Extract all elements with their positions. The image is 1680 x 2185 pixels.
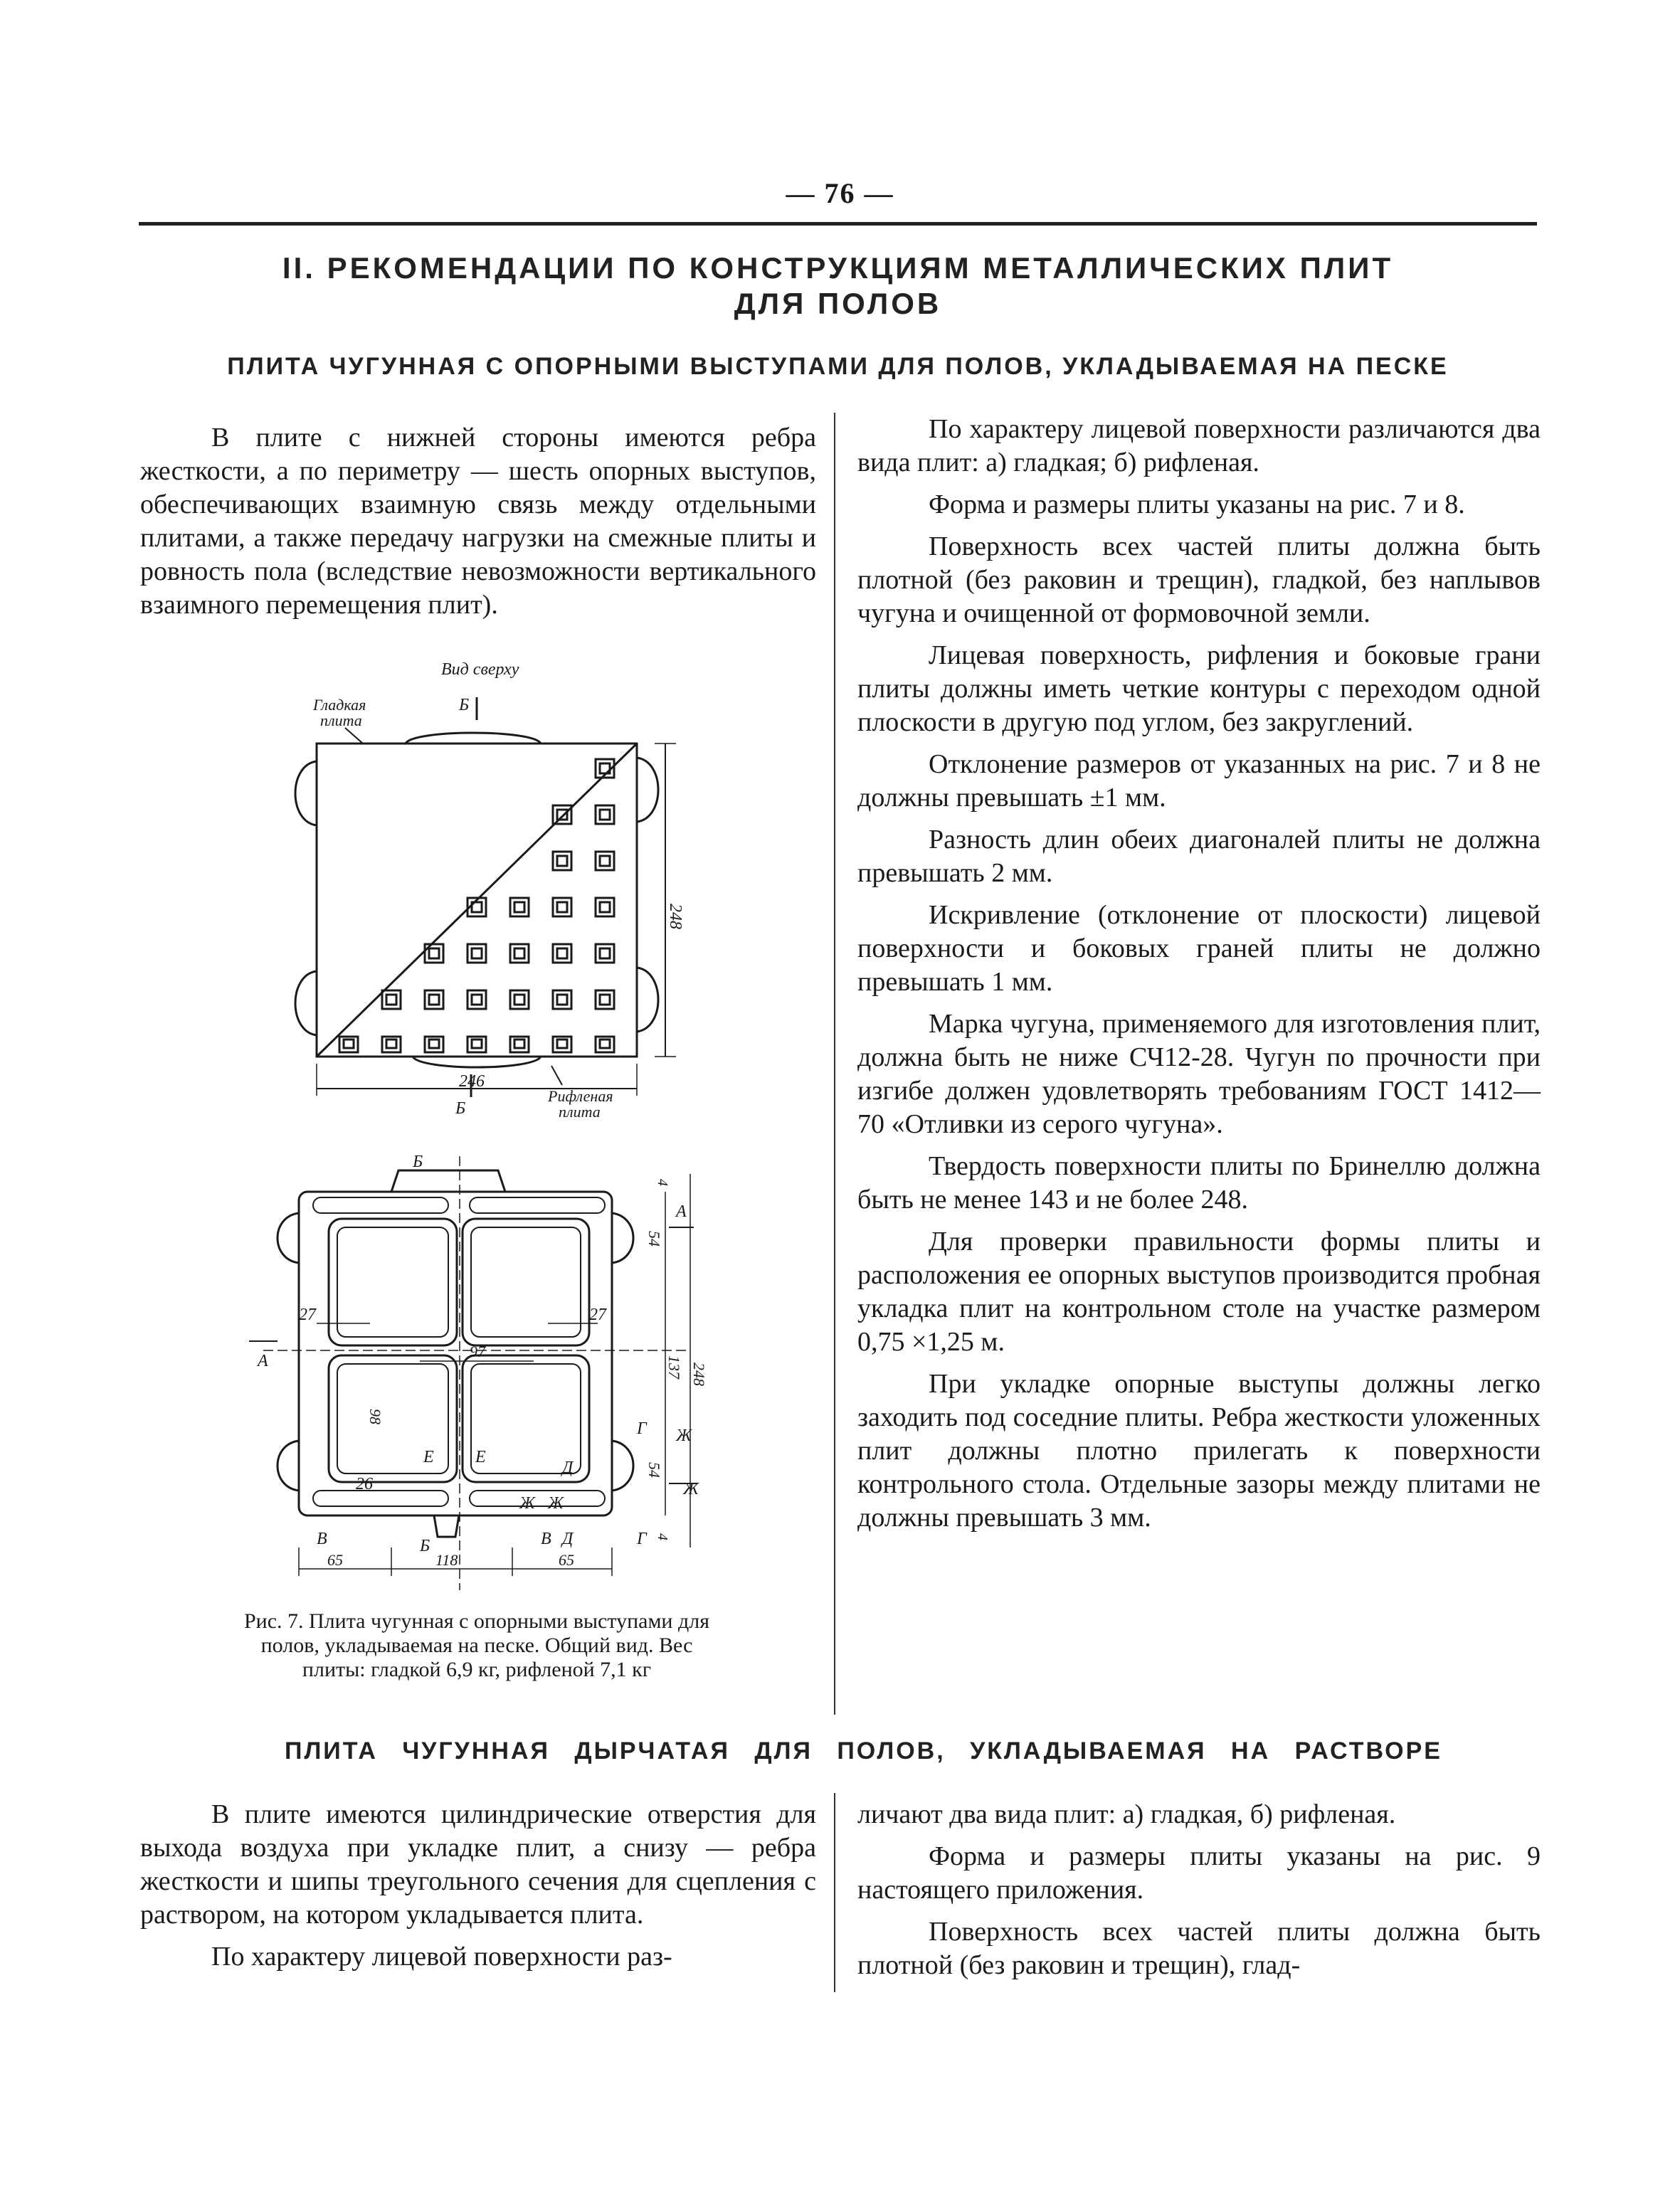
column-divider <box>834 413 835 1715</box>
ribbed-label-1: Рифленая <box>548 1087 613 1105</box>
dim-97: 97 <box>470 1343 485 1360</box>
right-paragraph: Форма и размеры плиты указаны на рис. 7 и 8. <box>929 490 1465 519</box>
figure-underside-view <box>249 1149 719 1601</box>
section-title <box>139 250 1537 322</box>
letter-e-1: Е <box>423 1448 434 1466</box>
dim-side-label: 248 <box>666 904 685 929</box>
letter-g-1: Г <box>637 1419 647 1438</box>
section-mark-bottom: Б <box>455 1099 466 1118</box>
letter-d-1: Д <box>562 1459 574 1477</box>
subsection-title-2: ПЛИТА ЧУГУННАЯ ДЫРЧАТАЯ ДЛЯ ПОЛОВ, УКЛАДЫВАЕМАЯ НА РАСТВОРЕ <box>285 1737 1442 1765</box>
letter-e-2: Е <box>475 1448 486 1466</box>
letter-v-1: В <box>317 1530 327 1548</box>
lower-right-paragraph: Поверхность всех частей плиты должна быть плотной (без раковин и трещин), глад- <box>857 1917 1541 1980</box>
right-paragraph: При укладке опорные выступы должны легко заходить под соседние плиты. Ребра жесткости уложенных плит должны плотно прилегать к поверхности контрольного стола. Отдельные зазоры между плитами не должны превышать 3 мм. <box>857 1369 1541 1533</box>
lower-right-paragraph: Форма и размеры плиты указаны на рис. 9 настоящего приложения. <box>857 1841 1541 1905</box>
subsection-title-1: ПЛИТА ЧУГУННАЯ С ОПОРНЫМИ ВЫСТУПАМИ ДЛЯ ПОЛОВ, УКЛАДЫВАЕМАЯ НА ПЕСКЕ <box>227 353 1449 380</box>
letter-zh-1: Ж <box>519 1494 535 1513</box>
right-paragraph: Твердость поверхности плиты по Бринеллю должна быть не менее 143 и не более 248. <box>857 1151 1541 1215</box>
header-rule <box>139 222 1537 226</box>
smooth-label-2: плита <box>320 711 362 729</box>
right-paragraph: Разность длин обеих диагоналей плиты не должна превышать 2 мм. <box>857 825 1541 888</box>
lower-right-paragraph: личают два вида плит: а) гладкая, б) рифленая. <box>857 1799 1396 1829</box>
dim-137: 137 <box>665 1355 683 1379</box>
lower-left-column-text <box>140 1798 816 1982</box>
dim-27-left: 27 <box>299 1306 316 1324</box>
right-paragraph: Искривление (отклонение от плоскости) лицевой поверхности и боковых граней плиты не должно превышать 1 мм. <box>857 900 1541 997</box>
lower-left-paragraph: В плите имеются цилиндрические отверстия для выхода воздуха при укладке плит, а снизу — ребра жесткости и шипы треугольного сечения для сцепления с раствором, на котором укладывается плита. <box>140 1799 816 1930</box>
view-label: Вид сверху <box>441 660 519 679</box>
letter-d-2: Д <box>562 1530 574 1548</box>
dim-4-bottom: 4 <box>655 1533 670 1540</box>
dim-98: 98 <box>366 1409 384 1424</box>
figure-caption: Рис. 7. Плита чугунная с опорными выступами для полов, укладываемая на песке. Общий вид. Вес плиты: гладкой 6,9 кг, рифленой 7,1 кг <box>243 1609 710 1681</box>
section-title-line-2: ДЛЯ ПОЛОВ <box>734 287 942 320</box>
lower-left-paragraph: По характеру лицевой поверхности раз- <box>211 1942 672 1972</box>
lower-right-column-text <box>857 1798 1541 1991</box>
dim-118: 118 <box>435 1551 458 1569</box>
right-paragraph: Лицевая поверхность, рифления и боковые грани плиты должны иметь четкие контуры с переходом одной плоскости в другую под углом, без закруглений. <box>857 640 1541 737</box>
dim-65-left: 65 <box>327 1551 343 1569</box>
left-paragraph: В плите с нижней стороны имеются ребра жесткости, а по периметру — шесть опорных выступов, обеспечивающих взаимную связь между отдельными плитами, а также передачу нагрузки на смежные плиты и ровность пола (вследствие невозможности вертикального взаимного перемещения плит). <box>140 423 816 620</box>
right-paragraph: Для проверки правильности формы плиты и расположения ее опорных выступов производится пробная укладка плит на контрольном столе на участке размером 0,75 ×1,25 м. <box>857 1227 1541 1357</box>
right-column-text <box>857 413 1541 1543</box>
page-number: — 76 — <box>786 177 894 209</box>
letter-zh-4: Ж <box>683 1480 699 1498</box>
ribbed-label-2: плита <box>559 1103 601 1121</box>
dim-26: 26 <box>356 1475 373 1493</box>
letter-a-right: А <box>676 1202 687 1221</box>
figure-plan-view <box>278 655 719 1124</box>
letter-b-top: Б <box>413 1153 423 1171</box>
smooth-label-1: Гладкая <box>313 696 366 714</box>
right-paragraph: По характеру лицевой поверхности различаются два вида плит: а) гладкая; б) рифленая. <box>857 414 1541 477</box>
right-paragraph: Поверхность всех частей плиты должна быть плотной (без раковин и трещин), гладкой, без наплывов чугуна и очищенной от формовочной земли. <box>857 531 1541 628</box>
letter-a-left: А <box>258 1352 268 1370</box>
right-paragraph: Марка чугуна, применяемого для изготовления плит, должна быть не ниже СЧ12-28. Чугун по прочности при изгибе должен удовлетворять требованиям ГОСТ 1412—70 «Отливки из серого чугуна». <box>857 1009 1541 1139</box>
letter-g-2: Г <box>637 1530 647 1548</box>
letter-zh-2: Ж <box>548 1494 564 1513</box>
left-column-text <box>140 421 816 630</box>
lower-column-divider <box>834 1793 835 1992</box>
section-mark-top: Б <box>459 696 470 714</box>
letter-zh-3: Ж <box>676 1427 692 1445</box>
letter-b-bottom: Б <box>420 1537 430 1555</box>
dim-bottom-label: 246 <box>459 1072 485 1091</box>
dim-4-top: 4 <box>655 1179 670 1186</box>
section-title-line-1: II. РЕКОМЕНДАЦИИ ПО КОНСТРУКЦИЯМ МЕТАЛЛИЧЕСКИХ ПЛИТ <box>282 251 1394 285</box>
dim-54-bottom: 54 <box>645 1462 663 1478</box>
dim-248: 248 <box>690 1363 708 1386</box>
right-paragraph: Отклонение размеров от указанных на рис. 7 и 8 не должны превышать ±1 мм. <box>857 749 1541 813</box>
dim-65-right: 65 <box>559 1551 574 1569</box>
dim-27-right: 27 <box>589 1306 606 1324</box>
dim-54-top: 54 <box>645 1231 663 1247</box>
letter-v-2: В <box>541 1530 551 1548</box>
